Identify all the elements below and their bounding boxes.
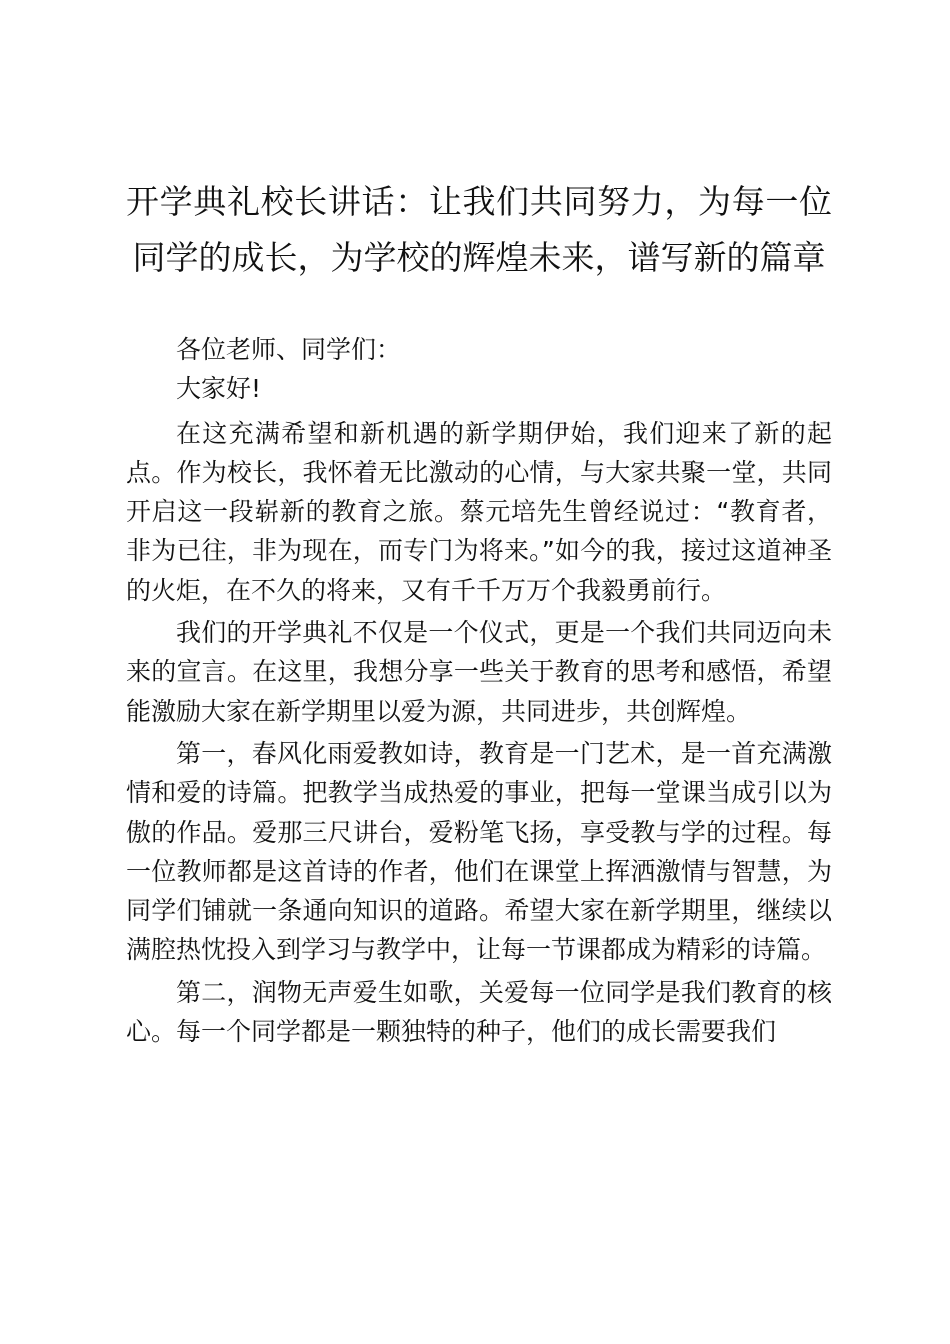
document-body [126,330,832,1051]
paragraph-opening: 在这充满希望和新机遇的新学期伊始，我们迎来了新的起点。作为校长，我怀着无比激动的心情，与大家共聚一堂，共同开启这一段崭新的教育之旅。蔡元培先生曾经说过：“教育者，非为已往，非为现在，而专门为将来。”如今的我，接过这道神圣的火炬，在不久的将来，又有千千万万个我毅勇前行。 [126,418,832,605]
paragraph-ceremony: 我们的开学典礼不仅是一个仪式，更是一个我们共同迈向未来的宣言。在这里，我想分享一些关于教育的思考和感悟，希望能激励大家在新学期里以爱为源，共同进步，共创辉煌。 [126,618,832,726]
greeting: 大家好! [176,374,262,404]
salutation: 各位老师、同学们： [176,335,402,364]
paragraph-second-point: 第二，润物无声爱生如歌，关爱每一位同学是我们教育的核心。每一个同学都是一颗独特的种子，他们的成长需要我们 [126,977,832,1047]
paragraph-first-point: 第一，春风化雨爱教如诗，教育是一门艺术，是一首充满激情和爱的诗篇。把教学当成热爱的事业，把每一堂课当成引以为傲的作品。爱那三尺讲台，爱粉笔飞扬，享受教与学的过程。每一位教师都是这首诗的作者，他们在课堂上挥洒激情与智慧，为同学们铺就一条通向知识的道路。希望大家在新学期里，继续以满腔热忱投入到学习与教学中，让每一节课都成为精彩的诗篇。 [126,738,832,965]
document-title: 开学典礼校长讲话：让我们共同努力，为每一位同学的成长，为学校的辉煌未来，谱写新的篇章 [126,182,832,277]
